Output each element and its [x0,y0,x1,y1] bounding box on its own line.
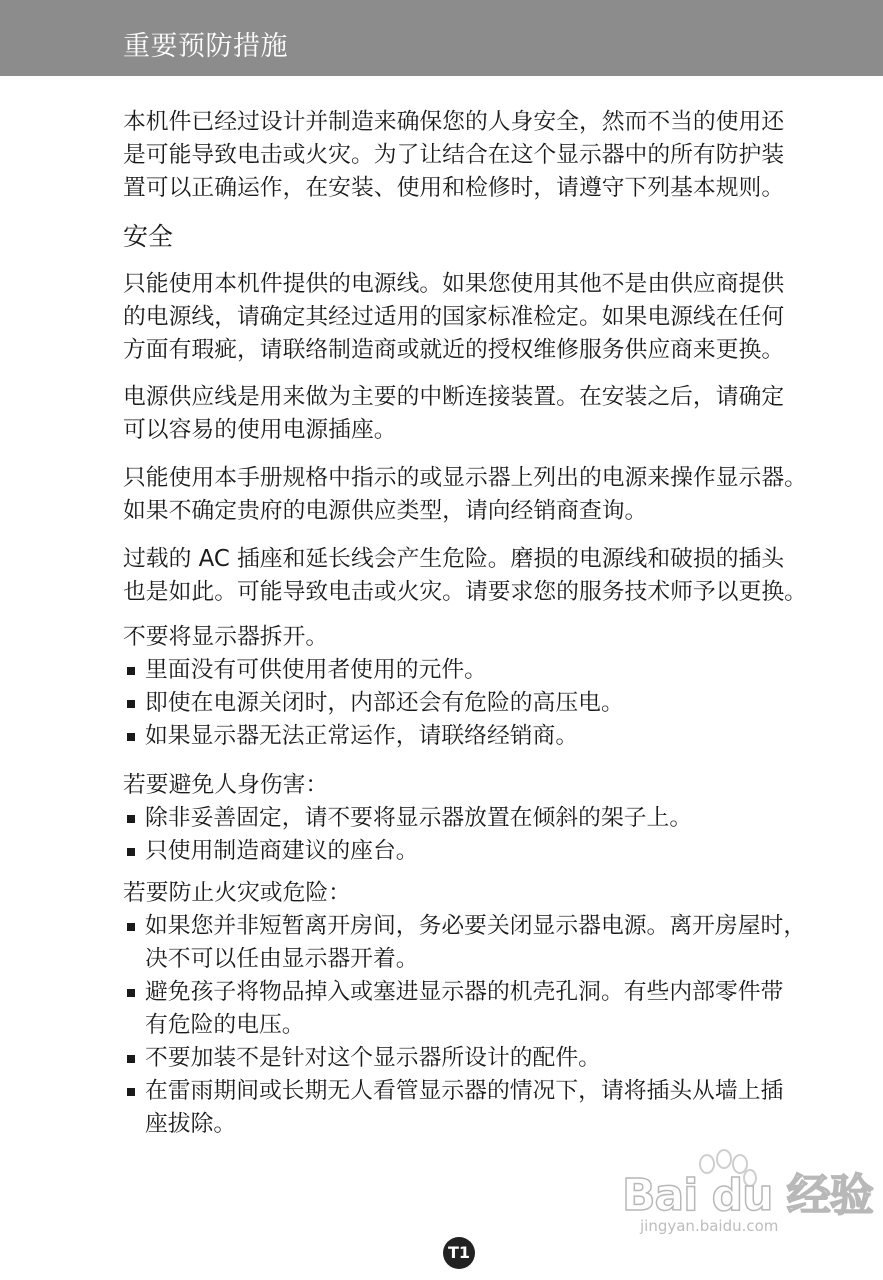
list-item: 不要加装不是针对这个显示器所设计的配件。 [123,1042,806,1075]
paragraph-line: 也是如此。可能导致电击或火灾。请要求您的服务技术师予以更换。 [123,579,807,605]
injury-section [123,769,692,868]
intro-line: 本机件已经过设计并制造来确保您的人身安全，然而不当的使用还 [123,109,785,135]
paragraph-line: 电源供应线是用来做为主要的中断连接装置。在安装之后，请确定 [123,384,785,410]
power-cord-paragraph [123,268,784,367]
bullet-square-icon [127,667,135,675]
page-title: 重要预防措施 [123,31,288,62]
bullet-square-icon [127,1088,135,1096]
paragraph-line: 如果不确定贵府的电源供应类型，请向经销商查询。 [123,498,648,524]
paragraph-line: 的电源线，请确定其经过适用的国家标准检定。如果电源线在任何 [123,304,785,330]
list-item: 如果显示器无法正常运作，请联络经销商。 [123,720,624,753]
power-source-paragraph [123,462,807,528]
bullet-square-icon [127,700,135,708]
list-item: 避免孩子将物品掉入或塞进显示器的机壳孔洞。有些内部零件带 [123,976,806,1009]
list-item-continuation: 座拔除。 [145,1111,237,1137]
bullet-square-icon [127,1055,135,1063]
intro-line: 置可以正确运作，在安装、使用和检修时，请遵守下列基本规则。 [123,175,785,201]
paragraph-line: 可以容易的使用电源插座。 [123,417,397,443]
list-item: 即使在电源关闭时，内部还会有危险的高压电。 [123,687,624,720]
paragraph-line: 方面有瑕疵，请联络制造商或就近的授权维修服务供应商来更换。 [123,337,785,363]
paragraph-line: 过载的 AC 插座和延长线会产生危险。磨损的电源线和破损的插头 [123,546,785,572]
list-item: 在雷雨期间或长期无人看管显示器的情况下，请将插头从墙上插 [123,1075,806,1108]
bullet-square-icon [127,815,135,823]
list-item: 如果您并非短暂离开房间，务必要关闭显示器电源。离开房屋时， [123,910,806,943]
paragraph-line: 只能使用本机件提供的电源线。如果您使用其他不是由供应商提供 [123,271,785,297]
header-bar [0,0,883,76]
watermark-brand: Bai du 经验 [622,1170,873,1221]
disassembly-section [123,621,624,753]
bullet-square-icon [127,848,135,856]
list-lead: 若要防止火灾或危险： [123,880,351,906]
list-item: 里面没有可供使用者使用的元件。 [123,654,624,687]
bullet-square-icon [127,923,135,931]
intro-paragraph [123,106,784,205]
list-item: 除非妥善固定，请不要将显示器放置在倾斜的架子上。 [123,802,692,835]
intro-line: 是可能导致电击或火灾。为了让结合在这个显示器中的所有防护装 [123,142,785,168]
fire-section [123,877,806,1141]
list-lead: 若要避免人身伤害： [123,772,329,798]
list-item: 只使用制造商建议的座台。 [123,835,692,868]
list-lead: 不要将显示器拆开。 [123,624,329,650]
page-number-badge: T1 [443,1237,475,1269]
disconnect-device-paragraph [123,381,784,447]
list-item-continuation: 决不可以任由显示器开着。 [145,946,419,972]
watermark-url: jingyan.baidu.com [640,1217,779,1235]
overload-paragraph [123,543,807,609]
section-heading-safety: 安全 [123,222,174,251]
bullet-square-icon [127,733,135,741]
bullet-square-icon [127,989,135,997]
list-item-continuation: 有危险的电压。 [145,1012,305,1038]
paragraph-line: 只能使用本手册规格中指示的或显示器上列出的电源来操作显示器。 [123,465,807,491]
